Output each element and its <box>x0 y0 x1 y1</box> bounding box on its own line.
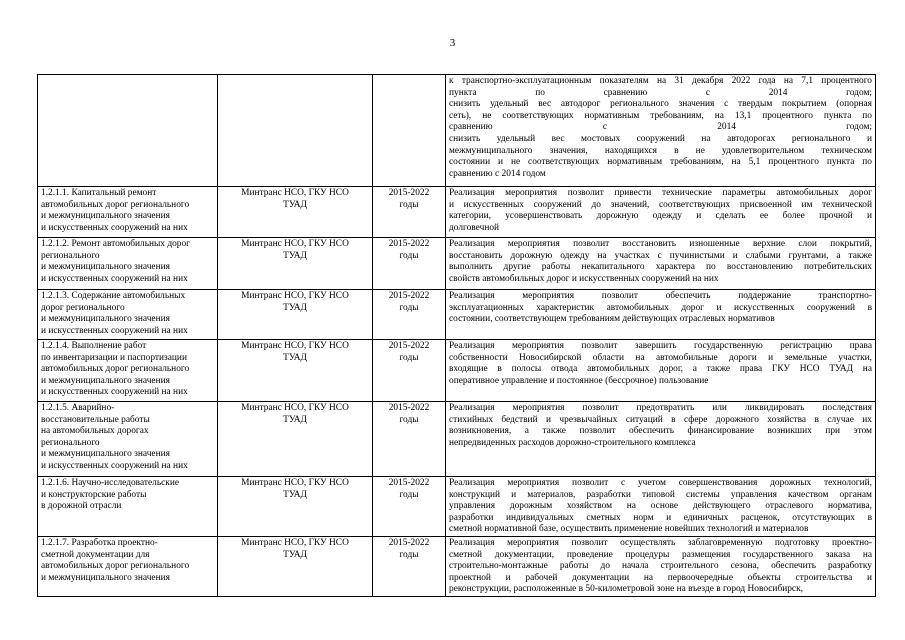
text-line: годы <box>399 199 419 210</box>
text-line: и конструкторские работы <box>41 489 147 500</box>
text-line: восстановительные работы <box>41 414 150 425</box>
text-line: эксплуатационных характеристик автомобильных дорог и искусственных сооружений в <box>449 302 872 313</box>
text-line: годы <box>399 549 419 560</box>
cell-measure-name <box>38 187 218 238</box>
cell-measure-name <box>38 340 218 402</box>
table-row <box>38 477 876 537</box>
text-line: 1.2.1.5. Аварийно- <box>41 403 115 413</box>
text-line: Реализация мероприятия позволит с учетом совершенствования дорожных технологий, <box>449 478 872 488</box>
text-line: Минтранс НСО, ГКУ НСО <box>241 291 349 301</box>
text-line: Реализация мероприятия позволит завершить государственную регистрацию права <box>449 341 872 351</box>
text-line: и межмуниципального значения <box>41 375 170 386</box>
text-line: Реализация мероприятия позволит восстановить изношенные верхние слои покрытий, <box>449 239 872 249</box>
text-line: 1.2.1.6. Научно-исследовательские <box>41 478 179 488</box>
text-line: собственности Новосибирской области на автомобильные дороги и земельные участки, <box>449 352 872 363</box>
table-row <box>38 537 876 597</box>
text-line: стихийных бедствий и чрезвычайных ситуаций в сфере дорожного хозяйства в случае их <box>449 414 872 425</box>
measures-table <box>37 74 876 597</box>
text-line: 1.2.1.4. Выполнение работ <box>41 341 147 351</box>
cell-executor-empty <box>218 75 373 187</box>
text-line: Минтранс НСО, ГКУ НСО <box>241 403 349 413</box>
table-row <box>38 187 876 238</box>
cell-period <box>373 187 446 238</box>
text-line: и искусственных сооружений на них <box>41 222 188 233</box>
text-line: реконструкции, расположенные в 50-километровой зоне на въезде в город Новосибирск, <box>449 584 803 595</box>
text-line: Реализация мероприятия позволит осуществлять заблаговременную подготовку проектно- <box>449 538 872 548</box>
cell-period <box>373 290 446 340</box>
text-line: разработки индивидуальных сметных норм и единичных расценок, отсутствующих в <box>449 512 872 523</box>
text-line: и межмуниципального значения <box>41 262 170 273</box>
text-line: 2015-2022 <box>388 188 430 198</box>
text-line: управления дорожным хозяйством на основе действующего отраслевого норматива, <box>449 501 872 512</box>
text-line: 2015-2022 <box>388 478 430 488</box>
cell-description <box>446 340 876 402</box>
text-line: и межмуниципального значения <box>41 572 170 583</box>
text-line: восстановить дорожную одежду на участках с пучинистыми и слабыми грунтами, а также <box>449 250 872 261</box>
text-line: категории, усовершенствовать дорожную одежду и сделать ее более прочной и <box>449 211 872 222</box>
text-line: ТУАД <box>283 199 307 210</box>
cell-executor <box>218 238 373 290</box>
text-line: автомобильных дорог регионального <box>41 199 190 210</box>
table-row <box>38 290 876 340</box>
text-line: автомобильных дорог регионального <box>41 364 190 375</box>
cell-period <box>373 537 446 597</box>
cell-description <box>446 187 876 238</box>
text-line: дорог регионального <box>41 302 125 313</box>
text-line: снизить удельный вес автодорог регионального значения с твердым покрытием (опорная <box>449 99 872 110</box>
text-line: строительно-монтажные работы до начала строительного сезона, обеспечить разработку <box>449 561 872 572</box>
cell-continuation-text <box>446 75 876 187</box>
cell-description <box>446 290 876 340</box>
text-line: снизить удельный вес мостовых сооружений на автодорогах регионального и <box>449 133 872 144</box>
page-number: 3 <box>449 37 456 49</box>
text-line: и искусственных сооружений на них <box>41 387 188 398</box>
table-row-continuation <box>38 75 876 187</box>
text-line: Минтранс НСО, ГКУ НСО <box>241 188 349 198</box>
cell-description <box>446 477 876 537</box>
text-line: 1.2.1.7. Разработка проектно- <box>41 538 158 548</box>
text-line: Реализация мероприятия позволит привести технические параметры автомобильных дорог <box>449 188 872 198</box>
text-line: и искусственных сооружений на них <box>41 325 188 336</box>
text-line: регионального <box>41 250 100 261</box>
text-line: межмуниципального значения, находящихся в не удовлетворительном техническом <box>449 145 872 156</box>
text-line: и искусственных сооружений до значений, соответствующих присвоенной им технической <box>449 199 872 210</box>
cell-executor <box>218 402 373 477</box>
text-line: состоянии, соответствующем требованиям действующих отраслевых нормативов <box>449 314 775 325</box>
text-line: 1.2.1.2. Ремонт автомобильных дорог <box>41 239 191 249</box>
table-row <box>38 402 876 477</box>
text-line: по инвентаризации и паспортизации <box>41 352 187 363</box>
text-line: 2015-2022 <box>388 239 430 249</box>
text-line: оперативное управление и постоянное (бессрочное) пользование <box>449 375 709 386</box>
text-line: годы <box>399 414 419 425</box>
text-line: и межмуниципального значения <box>41 314 170 325</box>
cell-executor <box>218 340 373 402</box>
text-line: и искусственных сооружений на них <box>41 273 188 284</box>
text-line: и межмуниципального значения <box>41 211 170 222</box>
text-line: сметной документации для <box>41 549 150 560</box>
text-line: автомобильных дорог регионального <box>41 561 190 572</box>
text-line: годы <box>399 352 419 363</box>
text-line: состоянии и не соответствующих нормативным требованиям, на 5,1 процентного пункта по <box>449 157 872 168</box>
cell-period-empty <box>373 75 446 187</box>
text-line: 2015-2022 <box>388 538 430 548</box>
text-line: и межмуниципального значения <box>41 449 170 460</box>
text-line: 1.2.1.1. Капитальный ремонт <box>41 188 157 198</box>
text-line: долговечной <box>449 222 500 233</box>
cell-executor <box>218 477 373 537</box>
text-line: сеть), не соответствующих нормативным требованиям, на 13,1 процентного пункта по <box>449 110 872 121</box>
text-line: на автомобильных дорогах <box>41 426 149 437</box>
cell-name-empty <box>38 75 218 187</box>
cell-period <box>373 340 446 402</box>
text-line: 2015-2022 <box>388 291 430 301</box>
text-line: конструкций и материалов, разработки типовой системы управления качеством органам <box>449 489 872 500</box>
cell-measure-name <box>38 537 218 597</box>
text-line: годы <box>399 489 419 500</box>
text-line: 2015-2022 <box>388 341 430 351</box>
text-line: годы <box>399 250 419 261</box>
cell-description <box>446 537 876 597</box>
cell-period <box>373 402 446 477</box>
text-line: сметной документации, проведение процедуры размещения государственного заказа на <box>449 549 872 560</box>
text-line: пункта по сравнению с 2014 годом; <box>449 87 872 98</box>
text-line: ТУАД <box>283 250 307 261</box>
text-line: непредвиденных расходов дорожно-строительного комплекса <box>449 437 696 448</box>
text-line: выполнить другие работы некапитального характера по восстановлению потребительских <box>449 262 872 273</box>
cell-measure-name <box>38 402 218 477</box>
text-line: годы <box>399 302 419 313</box>
cell-description <box>446 238 876 290</box>
text-line: регионального <box>41 437 100 448</box>
text-line: Минтранс НСО, ГКУ НСО <box>241 538 349 548</box>
text-line: Минтранс НСО, ГКУ НСО <box>241 239 349 249</box>
text-line: Реализация мероприятия позволит предотвратить или ликвидировать последствия <box>449 403 872 413</box>
text-line: ТУАД <box>283 414 307 425</box>
cell-measure-name <box>38 238 218 290</box>
text-line: Минтранс НСО, ГКУ НСО <box>241 478 349 488</box>
cell-measure-name <box>38 477 218 537</box>
text-line: к транспортно-эксплуатационным показателям на 31 декабря 2022 года на 7,1 процентного <box>449 76 872 86</box>
table-row <box>38 238 876 290</box>
cell-period <box>373 238 446 290</box>
text-line: Реализация мероприятия позволит обеспечить поддержание транспортно- <box>449 291 872 301</box>
text-line: ТУАД <box>283 352 307 363</box>
cell-period <box>373 477 446 537</box>
text-line: возникновения, а также позволит обеспечить финансирование возникших при этом <box>449 426 872 437</box>
text-line: сравнению с 2014 годом <box>449 168 546 179</box>
text-line: Минтранс НСО, ГКУ НСО <box>241 341 349 351</box>
text-line: сравнению с 2014 годом; <box>449 122 872 133</box>
text-line: 2015-2022 <box>388 403 430 413</box>
text-line: сметной нормативной базе, осуществить применение новейших технологий и материалов <box>449 524 809 535</box>
cell-executor <box>218 290 373 340</box>
text-line: ТУАД <box>283 302 307 313</box>
cell-description <box>446 402 876 477</box>
text-line: ТУАД <box>283 489 307 500</box>
text-line: и искусственных сооружений на них <box>41 460 188 471</box>
text-line: ТУАД <box>283 549 307 560</box>
table-row <box>38 340 876 402</box>
text-line: в дорожной отрасли <box>41 501 122 512</box>
cell-measure-name <box>38 290 218 340</box>
cell-executor <box>218 187 373 238</box>
text-line: 1.2.1.3. Содержание автомобильных <box>41 291 186 301</box>
cell-executor <box>218 537 373 597</box>
text-line: проектной и рабочей документации на первоочередные объекты строительства и <box>449 572 872 583</box>
text-line: входящие в полосы отвода автомобильных дорог, а также права ГКУ НСО ТУАД на <box>449 364 872 375</box>
text-line: свойств автомобильных дорог и искусственных сооружений на них <box>449 273 719 284</box>
